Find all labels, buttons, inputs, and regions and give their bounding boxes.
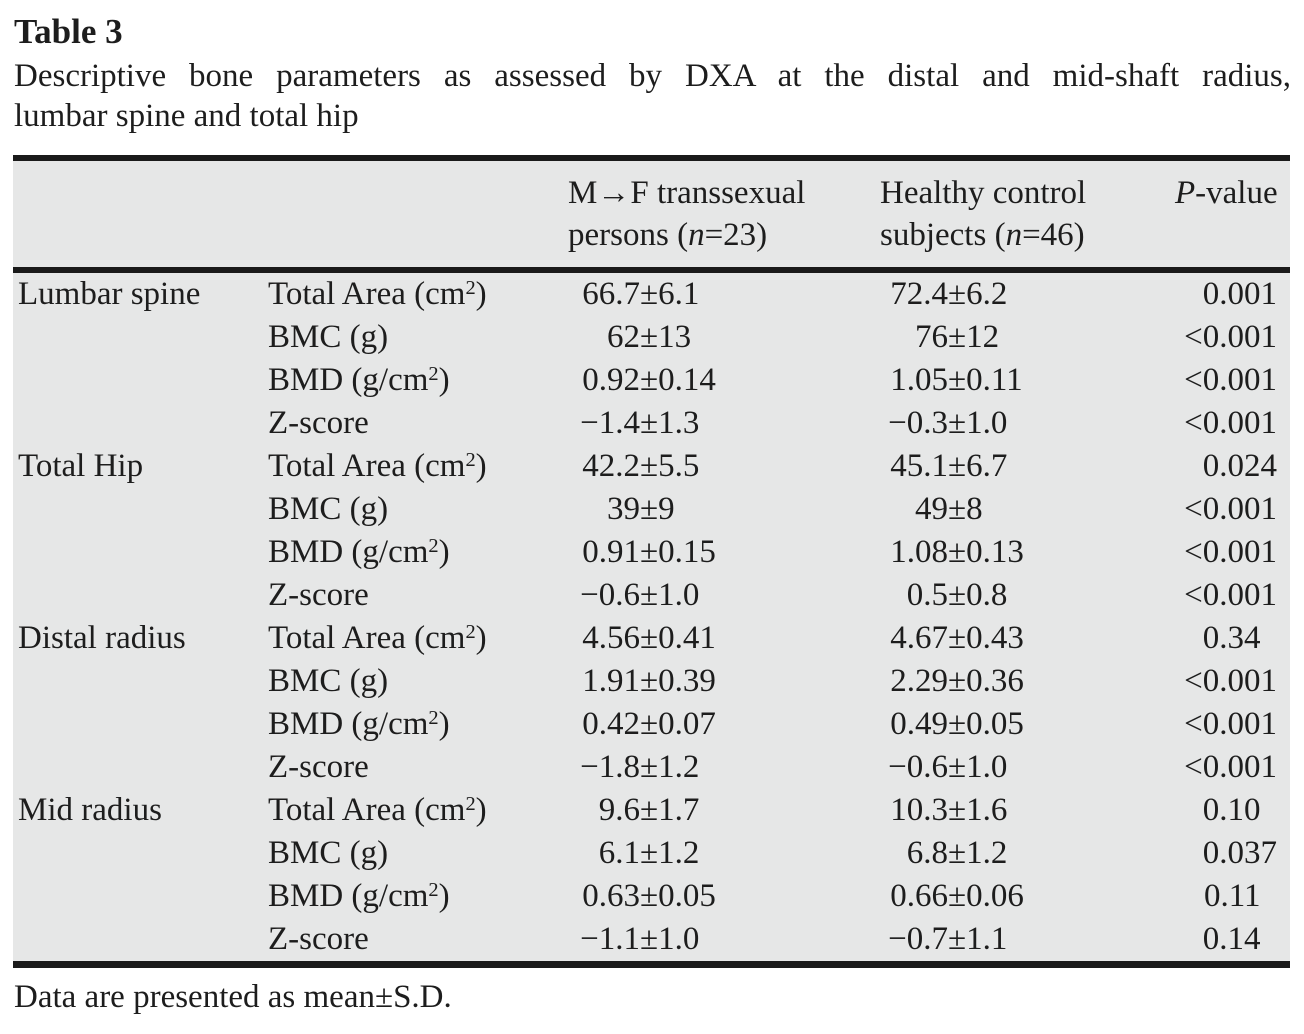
value-mean: 1.91: [582, 663, 640, 699]
header-pvalue-italic-p: P: [1175, 175, 1196, 211]
p-value-cell: <0.001: [1184, 534, 1277, 570]
header-group1-transsexual: [568, 172, 880, 256]
parameter-cell: BMC (g): [268, 319, 389, 355]
value-mean: 6.8: [906, 835, 948, 871]
value-mean: 76: [915, 319, 948, 355]
header-pvalue: [1175, 172, 1290, 256]
value-mean: 42.2: [582, 448, 640, 484]
parameter-cell: Z-score: [268, 577, 369, 613]
group2-value-cell: 72.4±6.2: [880, 273, 1175, 316]
table-row: [13, 574, 1290, 617]
group2-value-cell: 2.29±0.36: [880, 660, 1175, 703]
table-bottom-rule: [13, 961, 1290, 968]
superscript: 2: [428, 535, 439, 558]
region-cell: [13, 832, 268, 875]
parameter-cell: Z-score: [268, 921, 369, 957]
group1-value-cell: 1.91±0.39: [568, 660, 880, 703]
group2-value-cell: 49±8: [880, 488, 1175, 531]
group2-value-cell: −0.6±1.0: [880, 746, 1175, 789]
value-mean: −1.4: [580, 405, 640, 441]
group1-value-cell: −1.1±1.0: [568, 918, 880, 961]
group2-value-cell: 10.3±1.6: [880, 789, 1175, 832]
header-group2-line1: Healthy control: [880, 175, 1087, 211]
parameter-cell: Z-score: [268, 749, 369, 785]
value-mean: −1.1: [580, 921, 640, 957]
header-group1-line1: M→F transsexual: [568, 175, 806, 211]
table-number-title: Table 3: [14, 12, 123, 51]
p-value-cell: <0.001: [1184, 362, 1277, 398]
header-group2-line2: [880, 214, 1175, 256]
parameter-cell: Z-score: [268, 405, 369, 441]
header-group1-line2-post: =23): [704, 217, 768, 253]
value-mean: 62: [607, 319, 640, 355]
table-row: [13, 531, 1290, 574]
p-value-cell: 0.11: [1203, 878, 1261, 914]
p-value-cell: <0.001: [1184, 491, 1277, 527]
value-mean: 2.29: [890, 663, 948, 699]
superscript: 2: [465, 793, 476, 816]
value-mean: 0.91: [582, 534, 640, 570]
group2-value-cell: 4.67±0.43: [880, 617, 1175, 660]
region-cell: [13, 359, 268, 402]
table-row: [13, 703, 1290, 746]
value-mean: −0.7: [888, 921, 948, 957]
caption-line-2: lumbar spine and total hip: [14, 98, 359, 134]
region-cell: [13, 660, 268, 703]
value-mean: 0.5: [906, 577, 948, 613]
group1-value-cell: 9.6±1.7: [568, 789, 880, 832]
parameter-cell: Total Area $(cm^2)$: [268, 448, 487, 484]
region-cell: [13, 488, 268, 531]
header-group1-line2-pre: persons (: [568, 217, 689, 253]
region-cell: [13, 703, 268, 746]
parameter-cell: BMC (g): [268, 663, 389, 699]
p-value-cell: <0.001: [1184, 663, 1277, 699]
group1-value-cell: −1.4±1.3: [568, 402, 880, 445]
group2-value-cell: 6.8±1.2: [880, 832, 1175, 875]
region-cell: [13, 746, 268, 789]
table-row: [13, 875, 1290, 918]
table-row: [13, 273, 1290, 316]
table-row: [13, 918, 1290, 961]
value-mean: 4.67: [890, 620, 948, 656]
p-value-cell: 0.001: [1202, 276, 1277, 312]
table-row: [13, 832, 1290, 875]
parameter-cell: BMC (g): [268, 835, 389, 871]
p-value-cell: 0.024: [1202, 448, 1277, 484]
table-row: [13, 488, 1290, 531]
parameter-cell: BMD $(g/cm^2)$: [268, 362, 450, 398]
group1-value-cell: −0.6±1.0: [568, 574, 880, 617]
parameter-cell: Total Area $(cm^2)$: [268, 620, 487, 656]
parameter-cell: BMD $(g/cm^2)$: [268, 878, 450, 914]
value-mean: 6.1: [598, 835, 640, 871]
value-mean: 1.08: [890, 534, 948, 570]
group1-value-cell: 0.91±0.15: [568, 531, 880, 574]
value-mean: −0.6: [888, 749, 948, 785]
p-value-cell: 0.14: [1202, 921, 1261, 957]
group1-value-cell: −1.8±1.2: [568, 746, 880, 789]
group1-value-cell: 39±9: [568, 488, 880, 531]
table-row: [13, 789, 1290, 832]
parameter-cell: Total Area $(cm^2)$: [268, 792, 487, 828]
superscript: 2: [428, 363, 439, 386]
value-mean: 1.05: [890, 362, 948, 398]
bone-parameters-table: [13, 155, 1290, 968]
superscript: 2: [428, 879, 439, 902]
group2-value-cell: −0.3±1.0: [880, 402, 1175, 445]
group2-value-cell: 1.08±0.13: [880, 531, 1175, 574]
region-cell: Mid radius: [18, 792, 162, 828]
table-row: [13, 359, 1290, 402]
group2-value-cell: 0.66±0.06: [880, 875, 1175, 918]
table-row: [13, 445, 1290, 488]
group1-value-cell: 42.2±5.5: [568, 445, 880, 488]
header-group2-line2-post: =46): [1022, 217, 1085, 253]
table-row: [13, 316, 1290, 359]
header-pvalue-rest: -value: [1195, 175, 1278, 211]
header-region-spacer: [13, 172, 268, 256]
p-value-cell: 0.037: [1202, 835, 1277, 871]
table-body: [13, 273, 1290, 961]
header-group2-line2-pre: subjects (: [880, 217, 1006, 253]
header-parameter-spacer: [268, 172, 568, 256]
value-mean: 66.7: [582, 276, 640, 312]
value-mean: 45.1: [890, 448, 948, 484]
value-mean: 0.66: [890, 878, 948, 914]
p-value-cell: <0.001: [1184, 405, 1277, 441]
p-value-cell: <0.001: [1184, 577, 1277, 613]
header-group1-line2: [568, 214, 880, 256]
value-mean: −1.8: [580, 749, 640, 785]
value-mean: 72.4: [890, 276, 948, 312]
group1-value-cell: 0.42±0.07: [568, 703, 880, 746]
group2-value-cell: 0.5±0.8: [880, 574, 1175, 617]
group1-value-cell: 4.56±0.41: [568, 617, 880, 660]
value-mean: 0.42: [582, 706, 640, 742]
group1-value-cell: 62±13: [568, 316, 880, 359]
group2-value-cell: 0.49±0.05: [880, 703, 1175, 746]
value-mean: 0.49: [890, 706, 948, 742]
group1-value-cell: 0.92±0.14: [568, 359, 880, 402]
p-value-cell: <0.001: [1184, 319, 1277, 355]
superscript: 2: [428, 707, 439, 730]
region-cell: [13, 316, 268, 359]
table-footnote: Data are presented as mean±S.D.: [14, 979, 452, 1015]
group2-value-cell: 76±12: [880, 316, 1175, 359]
p-value-cell: 0.34: [1202, 620, 1261, 656]
p-value-cell: 0.10: [1202, 792, 1261, 828]
header-group1-n-italic: n: [688, 217, 705, 253]
p-value-cell: <0.001: [1184, 749, 1277, 785]
superscript: 2: [465, 621, 476, 644]
region-cell: [13, 402, 268, 445]
parameter-cell: Total Area $(cm^2)$: [268, 276, 487, 312]
value-mean: 9.6: [598, 792, 640, 828]
table-caption: [14, 56, 1291, 136]
value-mean: 0.92: [582, 362, 640, 398]
superscript: 2: [465, 449, 476, 472]
group2-value-cell: 1.05±0.11: [880, 359, 1175, 402]
group2-value-cell: −0.7±1.1: [880, 918, 1175, 961]
table-row: [13, 660, 1290, 703]
header-group2-n-italic: n: [1005, 217, 1023, 253]
superscript: 2: [465, 277, 476, 300]
group1-value-cell: 66.7±6.1: [568, 273, 880, 316]
table-row: [13, 746, 1290, 789]
table-row: [13, 402, 1290, 445]
p-value-cell: <0.001: [1184, 706, 1277, 742]
value-mean: −0.6: [580, 577, 640, 613]
header-group2-control: [880, 172, 1175, 256]
region-cell: Distal radius: [18, 620, 186, 656]
region-cell: [13, 875, 268, 918]
value-mean: −0.3: [888, 405, 948, 441]
region-cell: [13, 531, 268, 574]
caption-line-1: Descriptive bone parameters as assessed by DXA at the distal and mid-shaft radius,: [14, 58, 1291, 94]
group2-value-cell: 45.1±6.7: [880, 445, 1175, 488]
parameter-cell: BMC (g): [268, 491, 389, 527]
table-header-row: [13, 161, 1290, 267]
region-cell: Lumbar spine: [18, 276, 201, 312]
value-mean: 39: [607, 491, 640, 527]
parameter-cell: BMD $(g/cm^2)$: [268, 706, 450, 742]
region-cell: [13, 574, 268, 617]
region-cell: Total Hip: [18, 448, 144, 484]
table-row: [13, 617, 1290, 660]
value-mean: 49: [915, 491, 948, 527]
group1-value-cell: 6.1±1.2: [568, 832, 880, 875]
value-mean: 0.63: [582, 878, 640, 914]
parameter-cell: BMD $(g/cm^2)$: [268, 534, 450, 570]
region-cell: [13, 918, 268, 961]
group1-value-cell: 0.63±0.05: [568, 875, 880, 918]
value-mean: 4.56: [582, 620, 640, 656]
value-mean: 10.3: [890, 792, 948, 828]
